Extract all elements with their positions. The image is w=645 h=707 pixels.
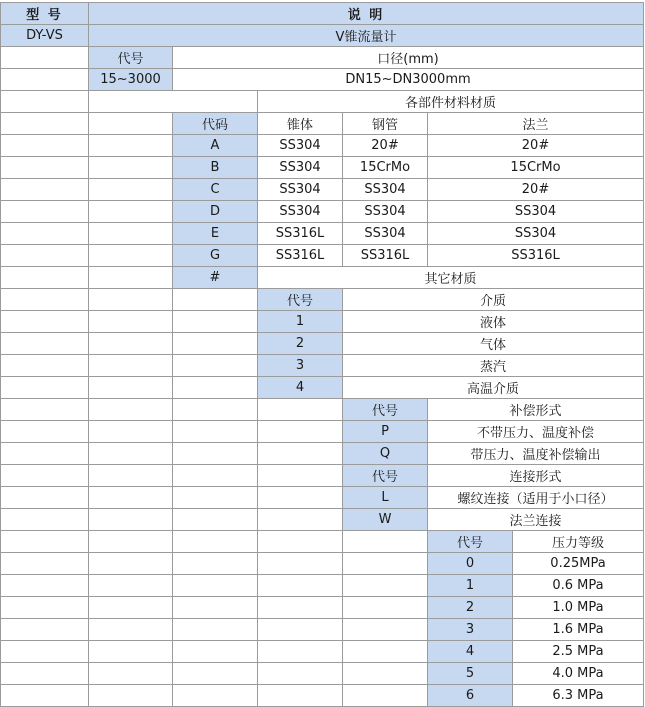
pressure-desc: 1.0 MPa — [552, 600, 604, 615]
pressure-code: 1 — [428, 575, 512, 596]
materials-pipe: SS316L — [360, 248, 410, 263]
grid-vline — [172, 112, 173, 707]
caliber-desc: DN15~DN3000mm — [345, 72, 471, 87]
grid-hline — [0, 288, 644, 289]
grid-vline — [88, 46, 89, 707]
grid-hline — [0, 156, 644, 157]
grid-hline — [0, 178, 644, 179]
grid-hline — [0, 530, 644, 531]
grid-hline — [0, 24, 644, 25]
grid-vline — [257, 90, 258, 707]
grid-vline — [512, 530, 513, 707]
grid-hline — [0, 618, 644, 619]
connection-header-desc: 连接形式 — [509, 470, 562, 485]
header-desc-label: 说 明 — [89, 3, 643, 24]
grid-hline — [0, 398, 644, 399]
grid-vline — [0, 2, 1, 707]
compensation-code: P — [343, 421, 427, 442]
grid-hline — [0, 200, 644, 201]
materials-cone: SS316L — [275, 226, 325, 241]
grid-vline — [342, 288, 343, 707]
materials-header-code: 代码 — [173, 113, 257, 134]
medium-header-code: 代号 — [258, 289, 342, 310]
medium-desc: 气体 — [479, 338, 506, 353]
materials-flange: SS316L — [511, 248, 560, 263]
materials-pipe: 20# — [371, 138, 399, 153]
materials-code: C — [173, 179, 257, 200]
materials-other-desc: 其它材质 — [424, 272, 477, 287]
header-model-label: 型 号 — [1, 3, 88, 24]
caliber-title: 口径(mm) — [377, 52, 439, 67]
materials-cone: SS304 — [279, 182, 321, 197]
materials-header-pipe: 钢管 — [371, 118, 398, 133]
model-name: V锥流量计 — [89, 25, 643, 46]
pressure-code: 0 — [428, 553, 512, 574]
pressure-code: 6 — [428, 685, 512, 706]
pressure-code: 5 — [428, 663, 512, 684]
compensation-desc: 不带压力、温度补偿 — [476, 426, 594, 441]
grid-vline — [88, 2, 89, 47]
grid-hline — [0, 442, 644, 443]
grid-vline — [643, 2, 644, 707]
materials-header-flange: 法兰 — [522, 118, 549, 133]
grid-hline — [0, 244, 644, 245]
pressure-code: 2 — [428, 597, 512, 618]
connection-code: W — [343, 509, 427, 530]
grid-hline — [0, 508, 644, 509]
materials-pipe: 15CrMo — [359, 160, 411, 175]
medium-desc: 液体 — [479, 316, 506, 331]
materials-cone: SS316L — [275, 248, 325, 263]
pressure-header-desc: 压力等级 — [551, 536, 604, 551]
grid-vline — [427, 398, 428, 707]
connection-desc: 法兰连接 — [509, 514, 562, 529]
compensation-desc: 带压力、温度补偿输出 — [470, 448, 601, 463]
compensation-code: Q — [343, 443, 427, 464]
materials-title: 各部件材料材质 — [404, 96, 496, 111]
materials-header-cone: 锥体 — [286, 118, 313, 133]
pressure-desc: 1.6 MPa — [552, 622, 604, 637]
materials-code: B — [173, 157, 257, 178]
materials-pipe: SS304 — [364, 204, 406, 219]
materials-flange: 20# — [521, 138, 550, 153]
pressure-desc: 6.3 MPa — [552, 688, 604, 703]
pressure-desc: 2.5 MPa — [552, 644, 604, 659]
medium-desc: 高温介质 — [466, 382, 519, 397]
model-code: DY-VS — [1, 25, 88, 46]
grid-hline — [0, 68, 644, 69]
caliber-code-label: 代号 — [89, 47, 172, 68]
grid-hline — [0, 420, 644, 421]
materials-pipe: SS304 — [364, 182, 406, 197]
grid-hline — [0, 464, 644, 465]
materials-code: A — [173, 135, 257, 156]
grid-hline — [0, 332, 644, 333]
materials-flange: 15CrMo — [510, 160, 561, 175]
grid-hline — [0, 90, 644, 91]
grid-hline — [0, 486, 644, 487]
pressure-code: 3 — [428, 619, 512, 640]
grid-hline — [0, 222, 644, 223]
pressure-desc: 0.6 MPa — [552, 578, 604, 593]
medium-desc: 蒸汽 — [479, 360, 506, 375]
materials-flange: 20# — [521, 182, 550, 197]
connection-header-code: 代号 — [343, 465, 427, 486]
medium-code: 4 — [258, 377, 342, 398]
medium-header-desc: 介质 — [479, 294, 506, 309]
materials-flange: SS304 — [514, 204, 557, 219]
grid-hline — [0, 574, 644, 575]
grid-hline — [0, 354, 644, 355]
grid-hline — [0, 112, 644, 113]
compensation-header-desc: 补偿形式 — [509, 404, 562, 419]
grid-hline — [0, 662, 644, 663]
grid-hline — [0, 376, 644, 377]
materials-code: G — [173, 245, 257, 266]
medium-code: 1 — [258, 311, 342, 332]
connection-code: L — [343, 487, 427, 508]
grid-hline — [0, 2, 644, 3]
grid-hline — [0, 552, 644, 553]
grid-hline — [0, 640, 644, 641]
materials-code: D — [173, 201, 257, 222]
connection-desc: 螺纹连接（适用于小口径） — [457, 492, 614, 507]
medium-code: 3 — [258, 355, 342, 376]
grid-vline — [427, 112, 428, 267]
grid-hline — [0, 684, 644, 685]
pressure-code: 4 — [428, 641, 512, 662]
grid-hline — [0, 596, 644, 597]
pressure-header-code: 代号 — [428, 531, 512, 552]
materials-pipe: SS304 — [364, 226, 406, 241]
pressure-desc: 0.25MPa — [550, 556, 606, 571]
materials-other-code: # — [173, 267, 257, 288]
grid-hline — [0, 134, 644, 135]
caliber-range: 15~3000 — [89, 69, 172, 90]
grid-hline — [0, 310, 644, 311]
grid-vline — [172, 46, 173, 91]
pressure-desc: 4.0 MPa — [552, 666, 604, 681]
medium-code: 2 — [258, 333, 342, 354]
materials-cone: SS304 — [279, 160, 321, 175]
grid-vline — [342, 112, 343, 267]
grid-hline — [0, 46, 644, 47]
materials-cone: SS304 — [279, 204, 321, 219]
compensation-header-code: 代号 — [343, 399, 427, 420]
grid-hline — [0, 266, 644, 267]
materials-code: E — [173, 223, 257, 244]
materials-cone: SS304 — [279, 138, 321, 153]
materials-flange: SS304 — [514, 226, 557, 241]
